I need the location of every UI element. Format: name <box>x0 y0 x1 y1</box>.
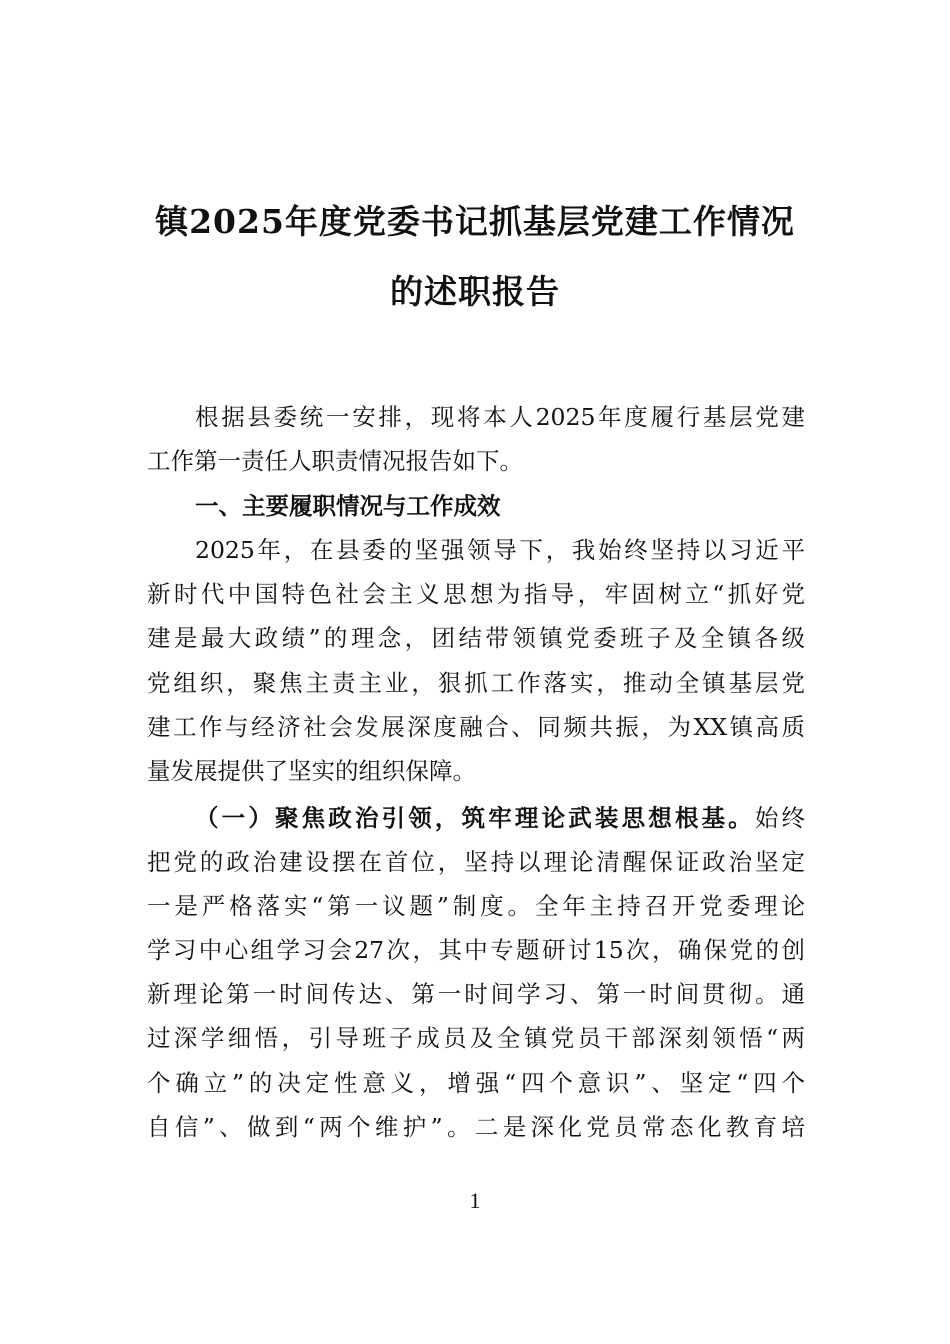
document-title-line-1: 镇2025年度党委书记抓基层党建工作情况 <box>155 202 795 241</box>
paragraph-line: 自信”、做到“两个维护”。二是深化党员常态化教育培 <box>147 1113 805 1141</box>
subsection-text: 始终 <box>754 804 806 832</box>
paragraph-line: 建是最大政绩”的理念，团结带领镇党委班子及全镇各级 <box>147 624 805 652</box>
document-title-line-2: 的述职报告 <box>390 272 560 311</box>
paragraph-line: 量发展提供了坚实的组织保障。 <box>147 757 476 785</box>
section-heading: 一、主要履职情况与工作成效 <box>195 492 501 520</box>
paragraph-line: 个确立”的决定性意义，增强“四个意识”、坚定“四个 <box>147 1069 805 1097</box>
paragraph-line: 新理论第一时间传达、第一时间学习、第一时间贯彻。通 <box>147 980 805 1008</box>
paragraph-line: 一是严格落实“第一议题”制度。全年主持召开党委理论 <box>147 892 805 920</box>
paragraph-line: 党组织，聚焦主责主业，狠抓工作落实，推动全镇基层党 <box>147 669 805 697</box>
intro-line: 根据县委统一安排，现将本人2025年度履行基层党建 <box>195 403 805 431</box>
paragraph-line: 建工作与经济社会发展深度融合、同频共振，为XX镇高质 <box>147 713 805 741</box>
intro-line: 工作第一责任人职责情况报告如下。 <box>147 447 523 475</box>
subsection-title: （一）聚焦政治引领，筑牢理论武装思想根基。 <box>195 804 755 832</box>
paragraph-line: 新时代中国特色社会主义思想为指导，牢固树立“抓好党 <box>147 580 805 608</box>
paragraph-line: 过深学细悟，引导班子成员及全镇党员干部深刻领悟“两 <box>147 1024 805 1052</box>
page-number: 1 <box>469 1188 481 1213</box>
paragraph-line: 学习中心组学习会27次，其中专题研讨15次，确保党的创 <box>147 936 805 964</box>
paragraph-line: 把党的政治建设摆在首位，坚持以理论清醒保证政治坚定 <box>147 848 805 876</box>
subsection-line <box>195 801 805 835</box>
paragraph-line: 2025年，在县委的坚强领导下，我始终坚持以习近平 <box>195 536 805 564</box>
